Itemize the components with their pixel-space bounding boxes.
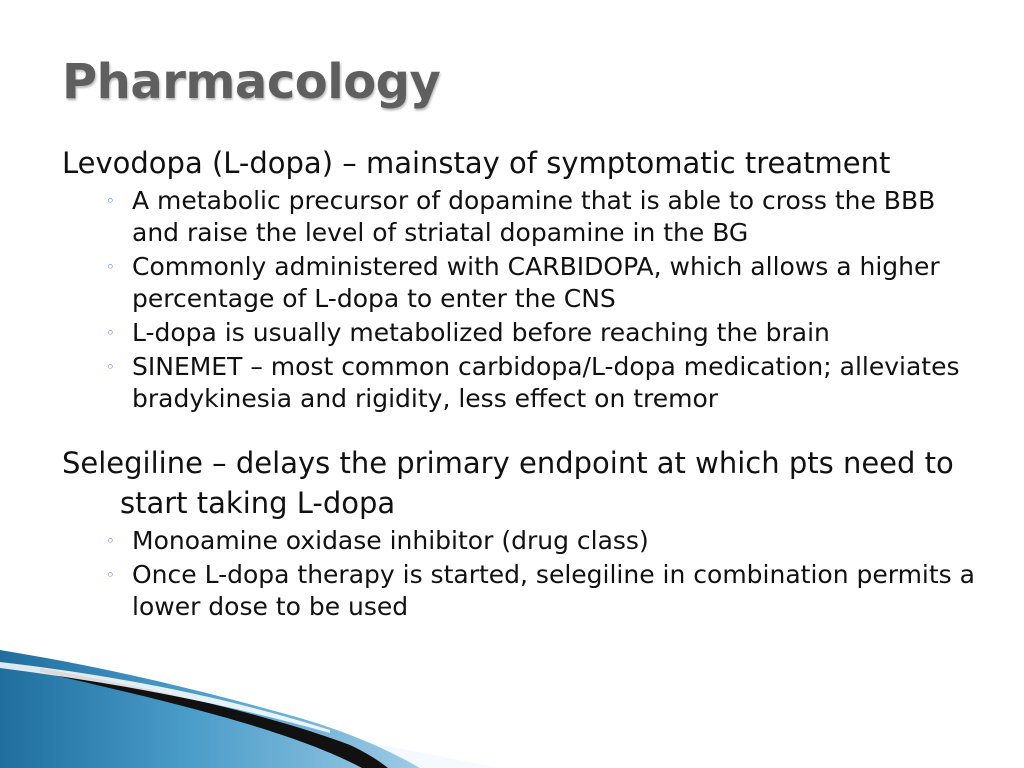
sub-point-text: Once L-dopa therapy is started, selegiline in combination permits a lower dose to be used: [132, 560, 975, 621]
bullet-ring-icon: ◦: [106, 258, 115, 276]
sub-point-text: Monoamine oxidase inhibitor (drug class): [132, 526, 649, 555]
sub-point: [62, 559, 982, 623]
bullet-ring-icon: ◦: [106, 324, 115, 342]
main-point-levodopa: [62, 143, 982, 415]
wave-light-band: [0, 690, 500, 768]
bullet-ring-icon: ◦: [106, 566, 115, 584]
main-point-text: Selegiline – delays the primary endpoint at which pts need to start taking L-dopa: [62, 446, 954, 520]
wave-white-streak: [0, 662, 330, 733]
bullet-ring-icon: ◦: [106, 532, 115, 550]
main-point-text: Levodopa (L-dopa) – mainstay of symptomatic treatment: [62, 146, 891, 180]
sub-point-text: Commonly administered with CARBIDOPA, which allows a higher percentage of L-dopa to enter the CNS: [132, 252, 940, 313]
bullet-ring-icon: ◦: [106, 192, 115, 210]
main-point-selegiline: [62, 443, 982, 623]
sub-point-text: L-dopa is usually metabolized before reaching the brain: [132, 318, 830, 347]
bullet-ring-icon: ◦: [106, 358, 115, 376]
sub-point: [62, 185, 982, 249]
sub-point-list: [62, 185, 982, 415]
sub-point: [62, 317, 982, 349]
slide-title: Pharmacology: [62, 54, 441, 110]
sub-point: [62, 351, 982, 415]
sub-point-list: [62, 525, 982, 623]
wave-black-band: [40, 668, 388, 768]
sub-point: [62, 525, 982, 557]
sub-point-text: A metabolic precursor of dopamine that is able to cross the BBB and raise the level of striatal dopamine in the BG: [132, 186, 936, 247]
wave-blue-band: [0, 650, 420, 768]
slide-body: [62, 143, 982, 623]
sub-point-text: SINEMET – most common carbidopa/L-dopa medication; alleviates bradykinesia and rigidity, less effect on tremor: [132, 352, 960, 413]
sub-point: [62, 251, 982, 315]
